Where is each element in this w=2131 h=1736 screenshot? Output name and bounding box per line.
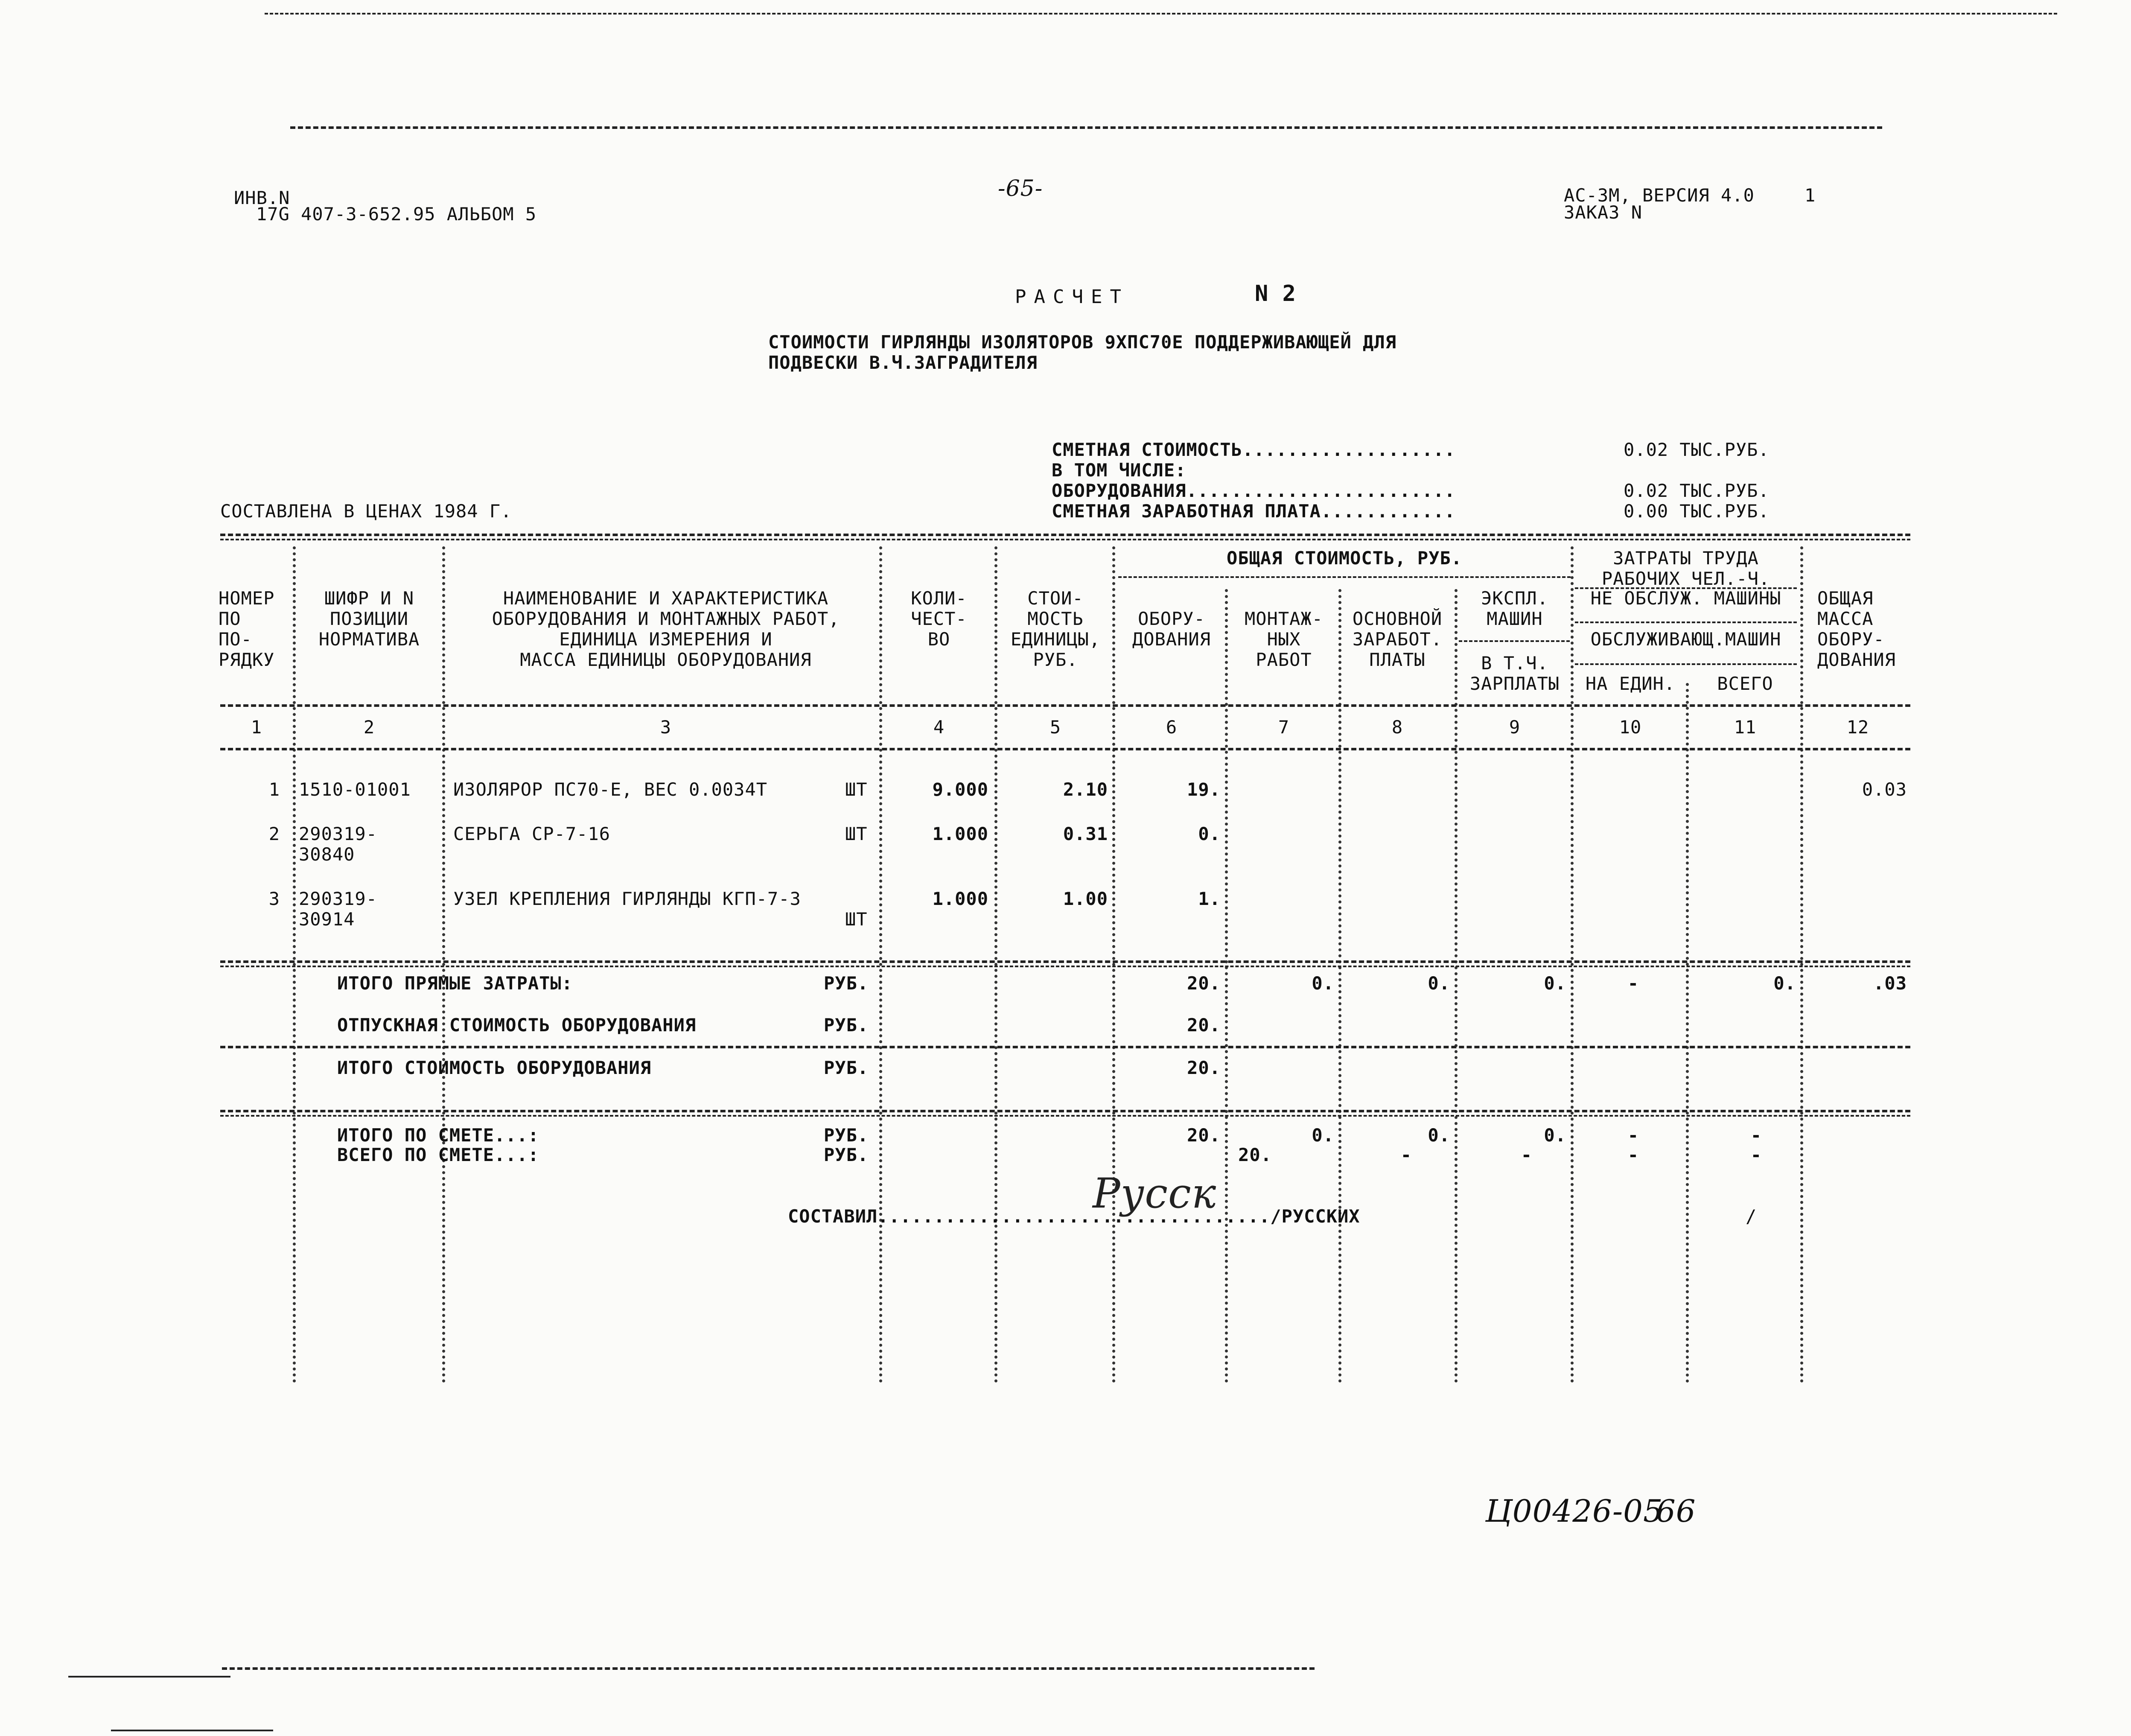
totals-rule-3b bbox=[220, 1115, 1910, 1117]
summary-row-wage-label: СМЕТНАЯ ЗАРАБОТНАЯ ПЛАТА............ bbox=[1052, 501, 1456, 522]
calc-number: N 2 bbox=[1255, 281, 1296, 306]
hdr-wage-2: ЗАРАБОТ. bbox=[1352, 629, 1443, 650]
total-all-unit: РУБ. bbox=[824, 1144, 869, 1165]
total-direct-labor-unit: - bbox=[1627, 973, 1639, 994]
total-estimate-equip: 20. bbox=[1187, 1125, 1221, 1146]
total-direct-mass: .03 bbox=[1873, 973, 1907, 994]
scan-border-bottom-dashed bbox=[222, 1667, 1315, 1670]
header-bottom-rule bbox=[220, 704, 1910, 707]
total-estimate-wage: 0. bbox=[1428, 1125, 1450, 1146]
row-price: 0.31 bbox=[1063, 823, 1108, 844]
total-estimate-labor-total: - bbox=[1750, 1125, 1762, 1146]
row-code: 290319- bbox=[299, 823, 378, 844]
scan-border-bottom-left bbox=[68, 1676, 230, 1678]
hdr-per-unit: НА ЕДИН. bbox=[1585, 673, 1676, 694]
col-sep bbox=[442, 546, 445, 1383]
totals-rule-1b bbox=[220, 966, 1910, 967]
col-sep bbox=[1571, 546, 1574, 1383]
colnum-4: 4 bbox=[933, 717, 945, 738]
row-qty: 9.000 bbox=[932, 779, 988, 800]
total-estimate-unit: РУБ. bbox=[824, 1125, 869, 1146]
hdr-mach-incl-2: ЗАРПЛАТЫ bbox=[1469, 673, 1560, 694]
hdr-mount-2: НЫХ bbox=[1267, 629, 1301, 650]
hdr-mass-1: ОБЩАЯ bbox=[1817, 588, 1874, 609]
row-mass: 0.03 bbox=[1862, 779, 1907, 800]
colnum-bottom-rule bbox=[220, 748, 1910, 750]
total-direct-mach: 0. bbox=[1544, 973, 1566, 994]
totals-rule-3 bbox=[220, 1110, 1910, 1112]
album-ref: 17G 407-3-652.95 АЛЬБОМ 5 bbox=[256, 204, 537, 225]
colnum-8: 8 bbox=[1391, 717, 1403, 738]
labor-sub-rule-2 bbox=[1575, 663, 1797, 665]
row-unit: ШТ bbox=[845, 779, 868, 800]
colnum-10: 10 bbox=[1619, 717, 1642, 738]
colnum-12: 12 bbox=[1846, 717, 1869, 738]
hdr-group-cost: ОБЩАЯ СТОИМОСТЬ, РУБ. bbox=[1226, 548, 1462, 569]
title-line-1: СТОИМОСТИ ГИРЛЯНДЫ ИЗОЛЯТОРОВ 9ХПС70Е ПОДДЕРЖИВАЮЩЕЙ ДЛЯ bbox=[768, 332, 1397, 353]
totals-rule-2 bbox=[220, 1046, 1910, 1048]
colnum-1: 1 bbox=[251, 717, 262, 738]
hdr-serving: ОБСЛУЖИВАЮЩ.МАШИН bbox=[1590, 629, 1781, 650]
hdr-mount-3: РАБОТ bbox=[1256, 649, 1312, 670]
program-number: 1 bbox=[1804, 185, 1816, 206]
hdr-code-3: НОРМАТИВА bbox=[318, 629, 420, 650]
summary-row-incl-label: В ТОМ ЧИСЛЕ: bbox=[1052, 460, 1186, 481]
colnum-5: 5 bbox=[1049, 717, 1061, 738]
col-sep bbox=[1800, 546, 1803, 1383]
colnum-11: 11 bbox=[1734, 717, 1757, 738]
signature: Русск bbox=[1093, 1170, 1217, 1217]
scan-border-top bbox=[265, 13, 2057, 15]
hdr-code-1: ШИФР И N bbox=[324, 588, 414, 609]
calc-title: РАСЧЕТ bbox=[1015, 286, 1129, 308]
hdr-name-2: ОБОРУДОВАНИЯ И МОНТАЖНЫХ РАБОТ, bbox=[492, 608, 840, 629]
total-direct-label: ИТОГО ПРЯМЫЕ ЗАТРАТЫ: bbox=[337, 973, 573, 994]
row-no: 2 bbox=[268, 823, 280, 844]
row-code: 1510-01001 bbox=[299, 779, 411, 800]
hdr-equip-1: ОБОРУ- bbox=[1138, 608, 1205, 629]
total-direct-labor-total: 0. bbox=[1773, 973, 1796, 994]
row-code: 290319- bbox=[299, 888, 378, 909]
total-direct-wage: 0. bbox=[1428, 973, 1450, 994]
prices-year: СОСТАВЛЕНА В ЦЕНАХ 1984 Г. bbox=[220, 501, 512, 522]
row-unit: ШТ bbox=[845, 823, 868, 844]
col-sep bbox=[293, 546, 296, 1383]
col-sep bbox=[879, 546, 882, 1383]
total-equipment-label: ИТОГО СТОИМОСТЬ ОБОРУДОВАНИЯ bbox=[337, 1057, 652, 1078]
row-equip: 0. bbox=[1198, 823, 1221, 844]
table-top-rule bbox=[220, 534, 1910, 536]
hdr-name-1: НАИМЕНОВАНИЕ И ХАРАКТЕРИСТИКА bbox=[503, 588, 829, 609]
hdr-qty-3: ВО bbox=[927, 629, 950, 650]
total-release-equip: 20. bbox=[1187, 1015, 1221, 1036]
total-all-labor-unit: - bbox=[1627, 1144, 1639, 1165]
row-no: 1 bbox=[268, 779, 280, 800]
archive-stamp: Ц00426-05 bbox=[1485, 1493, 1663, 1529]
col-sep bbox=[1225, 589, 1228, 1383]
labor-sub-rule-1 bbox=[1575, 621, 1797, 623]
total-equipment-unit: РУБ. bbox=[824, 1057, 869, 1078]
row-code-2: 30914 bbox=[299, 909, 355, 930]
hdr-wage-1: ОСНОВНОЙ bbox=[1352, 608, 1443, 629]
hdr-num-2: ПО bbox=[219, 608, 241, 629]
hdr-name-3: ЕДИНИЦА ИЗМЕРЕНИЯ И bbox=[559, 629, 773, 650]
total-estimate-labor-unit: - bbox=[1627, 1125, 1639, 1146]
archive-stamp-number: 66 bbox=[1656, 1493, 1696, 1529]
composed-slash: / bbox=[1746, 1206, 1757, 1227]
hdr-qty-2: ЧЕСТ- bbox=[911, 608, 967, 629]
row-name: ИЗОЛЯРОР ПС70-Е, ВЕС 0.0034Т bbox=[453, 779, 768, 800]
colnum-3: 3 bbox=[660, 717, 672, 738]
row-qty: 1.000 bbox=[932, 823, 988, 844]
colnum-6: 6 bbox=[1166, 717, 1178, 738]
hdr-price-3: ЕДИНИЦЫ, bbox=[1010, 629, 1101, 650]
order-label: ЗАКАЗ N bbox=[1564, 202, 1643, 223]
col-sep bbox=[1112, 546, 1115, 1383]
scan-border-bottom-edge bbox=[111, 1730, 273, 1731]
row-price: 1.00 bbox=[1063, 888, 1108, 909]
program-version: АС-3М, ВЕРСИЯ 4.0 bbox=[1564, 185, 1755, 206]
hdr-num-3: ПО- bbox=[219, 629, 252, 650]
totals-rule-1 bbox=[220, 960, 1910, 963]
colnum-2: 2 bbox=[363, 717, 375, 738]
hdr-mass-3: ОБОРУ- bbox=[1817, 629, 1885, 650]
hdr-equip-2: ДОВАНИЯ bbox=[1132, 629, 1211, 650]
hdr-labor-1: ЗАТРАТЫ ТРУДА bbox=[1613, 548, 1759, 569]
total-estimate-mach: 0. bbox=[1544, 1125, 1566, 1146]
total-all-mach: - bbox=[1521, 1144, 1532, 1165]
colnum-9: 9 bbox=[1509, 717, 1521, 738]
hdr-num-4: РЯДКУ bbox=[219, 649, 275, 670]
summary-row-cost-label: СМЕТНАЯ СТОИМОСТЬ................... bbox=[1052, 439, 1456, 460]
hdr-num-1: НОМЕР bbox=[219, 588, 275, 609]
page-number: -65- bbox=[998, 176, 1043, 201]
row-price: 2.10 bbox=[1063, 779, 1108, 800]
total-release-label: ОТПУСКНАЯ СТОИМОСТЬ ОБОРУДОВАНИЯ bbox=[337, 1015, 697, 1036]
row-qty: 1.000 bbox=[932, 888, 988, 909]
table-top-rule-2 bbox=[220, 539, 1910, 540]
total-estimate-label: ИТОГО ПО СМЕТЕ...: bbox=[337, 1125, 539, 1146]
hdr-code-2: ПОЗИЦИИ bbox=[329, 608, 408, 629]
col-sep bbox=[994, 546, 997, 1383]
hdr-mass-4: ДОВАНИЯ bbox=[1817, 649, 1896, 670]
total-all-labor-total: - bbox=[1750, 1144, 1762, 1165]
hdr-price-2: МОСТЬ bbox=[1027, 608, 1084, 629]
hdr-not-serving: НЕ ОБСЛУЖ. МАШИНЫ bbox=[1590, 588, 1781, 609]
total-all-label: ВСЕГО ПО СМЕТЕ...: bbox=[337, 1144, 539, 1165]
total-direct-unit: РУБ. bbox=[824, 973, 869, 994]
total-all-sum: 20. bbox=[1238, 1144, 1272, 1165]
total-estimate-mount: 0. bbox=[1312, 1125, 1334, 1146]
group-cost-rule bbox=[1118, 576, 1571, 578]
hdr-mach-2: МАШИН bbox=[1487, 608, 1543, 629]
colnum-7: 7 bbox=[1278, 717, 1290, 738]
hdr-mass-2: МАССА bbox=[1817, 608, 1874, 629]
hdr-name-4: МАССА ЕДИНИЦЫ ОБОРУДОВАНИЯ bbox=[520, 649, 812, 670]
hdr-labor-2: РАБОЧИХ ЧЕЛ.-Ч. bbox=[1601, 568, 1770, 589]
hdr-mach-1: ЭКСПЛ. bbox=[1481, 588, 1548, 609]
total-direct-mount: 0. bbox=[1312, 973, 1334, 994]
col-sep bbox=[1686, 683, 1689, 1383]
hdr-qty-1: КОЛИ- bbox=[911, 588, 967, 609]
summary-row-equip-value: 0.02 ТЫС.РУБ. bbox=[1624, 480, 1770, 501]
row-code-2: 30840 bbox=[299, 844, 355, 865]
summary-row-cost-value: 0.02 ТЫС.РУБ. bbox=[1624, 439, 1770, 460]
scan-border-dashed bbox=[290, 126, 1882, 129]
hdr-total: ВСЕГО bbox=[1717, 673, 1773, 694]
row-equip: 19. bbox=[1187, 779, 1221, 800]
total-equipment-equip: 20. bbox=[1187, 1057, 1221, 1078]
total-all-wage: - bbox=[1400, 1144, 1412, 1165]
hdr-mach-incl-1: В Т.Ч. bbox=[1481, 653, 1548, 674]
row-equip: 1. bbox=[1198, 888, 1221, 909]
row-unit: ШТ bbox=[845, 909, 868, 930]
col-sep bbox=[1455, 589, 1458, 1383]
total-direct-equip: 20. bbox=[1187, 973, 1221, 994]
row-name: СЕРЬГА СР-7-16 bbox=[453, 823, 611, 844]
title-line-2: ПОДВЕСКИ В.Ч.ЗАГРАДИТЕЛЯ bbox=[768, 352, 1038, 373]
hdr-mount-1: МОНТАЖ- bbox=[1244, 608, 1323, 629]
total-release-unit: РУБ. bbox=[824, 1015, 869, 1036]
composed-by: СОСТАВИЛ.................................../РУССКИХ bbox=[788, 1206, 1360, 1227]
row-name: УЗЕЛ КРЕПЛЕНИЯ ГИРЛЯНДЫ КГП-7-3 bbox=[453, 888, 801, 909]
mach-sub-rule bbox=[1459, 640, 1570, 642]
inv-label: ИНВ.N bbox=[234, 187, 290, 208]
summary-row-wage-value: 0.00 ТЫС.РУБ. bbox=[1624, 501, 1770, 522]
hdr-price-4: РУБ. bbox=[1033, 649, 1078, 670]
hdr-price-1: СТОИ- bbox=[1027, 588, 1084, 609]
row-no: 3 bbox=[268, 888, 280, 909]
hdr-wage-3: ПЛАТЫ bbox=[1369, 649, 1426, 670]
summary-row-equip-label: ОБОРУДОВАНИЯ........................ bbox=[1052, 480, 1456, 501]
